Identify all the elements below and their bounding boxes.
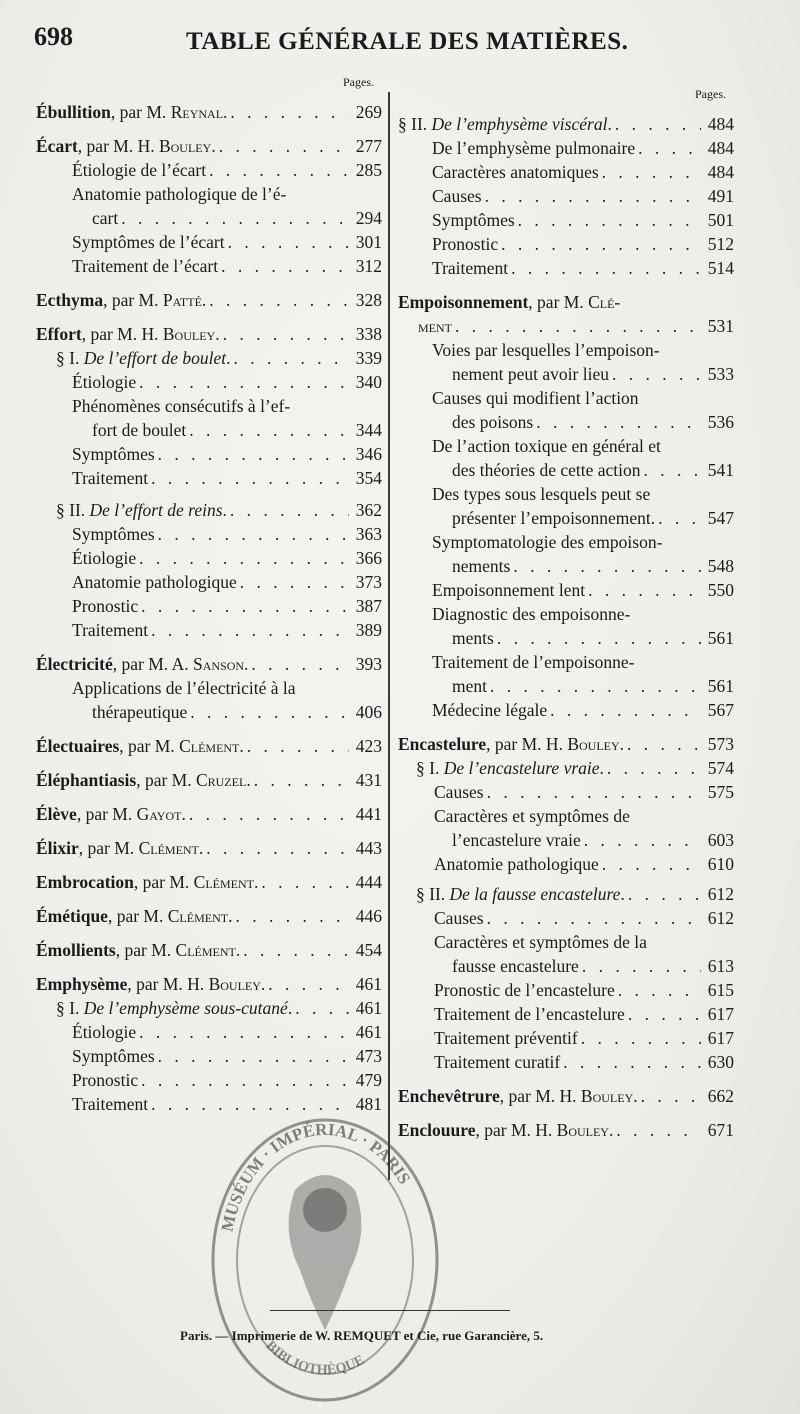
running-title: TABLE GÉNÉRALE DES MATIÈRES. bbox=[186, 28, 629, 55]
entry-emphyseme-continued: § II. De l’emphysème viscéral. . . . 484 De l’emphysème pulmonaire . . . 484 Caractères anatomiques . . . 484 Causes . . . 491 Symptômes . . . 501 Pronostic . . . 512 Traitement . . . 514 bbox=[398, 112, 734, 280]
printer-imprint: Paris. — Imprimerie de W. REMQUET et Cie, rue Garancière, 5. bbox=[180, 1328, 544, 1343]
library-stamp-icon bbox=[200, 1100, 450, 1410]
subentry: Traitement de l’écart . . . 312 bbox=[36, 254, 382, 278]
entry-empoisonnement: Empoisonnement, par M. Clé- ment . . . 531 Voies par lesquelles l’empoison- nement peut avoir lieu . . . 533 Causes qui modifient l’action des poisons . . . 536 De l’action toxique en général et des théories de cette action . . . 541 Des types sous lesquels peut se présenter l’empoisonnement. . . . 547 Symptomatologie des empoison- nements . . . 548 Empoisonnement lent . . . 550 Diagnostic des empoisonne- ments . . . 561 Traitement de l’empoisonne- ment . . . 561 Médecine légale . . . 567 bbox=[398, 290, 734, 722]
section-heading: § II. De l’emphysème viscéral. . . . 484 bbox=[398, 112, 734, 136]
entry-emphyseme: Emphysème, par M. H. Bouley. . . . 461 § I. De l’emphysème sous-cutané. . . . 461 Étiologie . . . 461 Symptômes . . . 473 Pronostic . . . 479 Traitement . . . 481 bbox=[36, 972, 382, 1116]
footer-rule bbox=[270, 1310, 510, 1311]
column-divider bbox=[388, 92, 390, 1180]
entry-ecthyma: Ecthyma, par M. Patté. . . . 328 bbox=[36, 288, 382, 312]
subentry: Symptômes de l’écart . . . 301 bbox=[36, 230, 382, 254]
entry-enclouure: Enclouure, par M. H. Bouley. . . . 671 bbox=[398, 1118, 734, 1142]
entry-emetique: Émétique, par M. Clément. . . . 446 bbox=[36, 904, 382, 928]
entry-ecart: Écart, par M. H. Bouley. . . . 277 Étiologie de l’écart . . . 285 Anatomie pathologique de l’é- cart . . . 294 Symptômes de l’écart . . . 301 Traitement de l’écart . . . 312 bbox=[36, 134, 382, 278]
subentry-wrapped: Anatomie pathologique de l’é- bbox=[72, 184, 287, 204]
stamp-text-bottom: BIBLIOTHÈQUE bbox=[262, 1338, 367, 1379]
subentry: Étiologie de l’écart . . . 285 bbox=[36, 158, 382, 182]
entry-embrocation: Embrocation, par M. Clément. . . . 444 bbox=[36, 870, 382, 894]
entry-emollients: Émollients, par M. Clément. . . . 454 bbox=[36, 938, 382, 962]
entry-ebullition: Ébullition, par M. Reynal. . . . 269 bbox=[36, 100, 382, 124]
entry-eleve: Élève, par M. Gayot. . . . 441 bbox=[36, 802, 382, 826]
left-column bbox=[36, 74, 382, 1116]
section-heading: § II. De l’effort de reins. . . . 362 bbox=[36, 498, 382, 522]
entry-effort: Effort, par M. H. Bouley. . . . 338 § I. De l’effort de boulet. . . . 339 Étiologie . . . 340 Phénomènes consécutifs à l’ef- fort de boulet . . . 344 Symptômes . . . 346 Traitement . . . 354 § II. De l’effort de reins. . . . 362 Symptômes . . . 363 Étiologie . . . 366 Anatomie pathologique . . . 373 Pronostic . . . 387 Traitement . . . 389 bbox=[36, 322, 382, 642]
entry-elixir: Élixir, par M. Clément. . . . 443 bbox=[36, 836, 382, 860]
section-heading: § I. De l’effort de boulet. . . . 339 bbox=[36, 346, 382, 370]
entry-elephantiasis: Éléphantiasis, par M. Cruzel. . . . 431 bbox=[36, 768, 382, 792]
stamp-text-top: MUSÉUM · IMPÉRIAL · PARIS bbox=[217, 1119, 415, 1234]
entry-headword: Ébullition bbox=[36, 102, 111, 122]
right-column bbox=[398, 86, 734, 1142]
section-heading: § I. De l’encastelure vraie. . . . 574 bbox=[398, 756, 734, 780]
entry-encastelure: Encastelure, par M. H. Bouley. . . . 573 § I. De l’encastelure vraie. . . . 574 Causes . . . 575 Caractères et symptômes de l’encastelure vraie . . . 603 Anatomie pathologique . . . 610 § II. De la fausse encastelure. . . . 612 Causes . . . 612 Caractères et symptômes de la fausse encastelure . . . 613 Pronostic de l’encastelure . . . 615 Traitement de l’encastelure . . . 617 Traitement préventif . . . 617 Traitement curatif . . . 630 bbox=[398, 732, 734, 1074]
pages-label: Pages. bbox=[343, 75, 374, 89]
section-heading: § II. De la fausse encastelure. . . . 612 bbox=[398, 882, 734, 906]
page-ref: 269 bbox=[355, 102, 382, 122]
entry-electricite: Électricité, par M. A. Sanson. . . . 393 Applications de l’électricité à la thérapeutique . . . 406 bbox=[36, 652, 382, 724]
svg-text:BIBLIOTHÈQUE bbox=[262, 1338, 366, 1378]
page-number: 698 bbox=[34, 22, 73, 51]
entry-author: Reynal bbox=[170, 102, 224, 122]
pages-label: Pages. bbox=[695, 87, 726, 101]
section-heading: § I. De l’emphysème sous-cutané. . . . 461 bbox=[36, 996, 382, 1020]
entry-electuaires: Électuaires, par M. Clément. . . . 423 bbox=[36, 734, 382, 758]
entry-enchevetrure: Enchevêtrure, par M. H. Bouley. . . . 662 bbox=[398, 1084, 734, 1108]
